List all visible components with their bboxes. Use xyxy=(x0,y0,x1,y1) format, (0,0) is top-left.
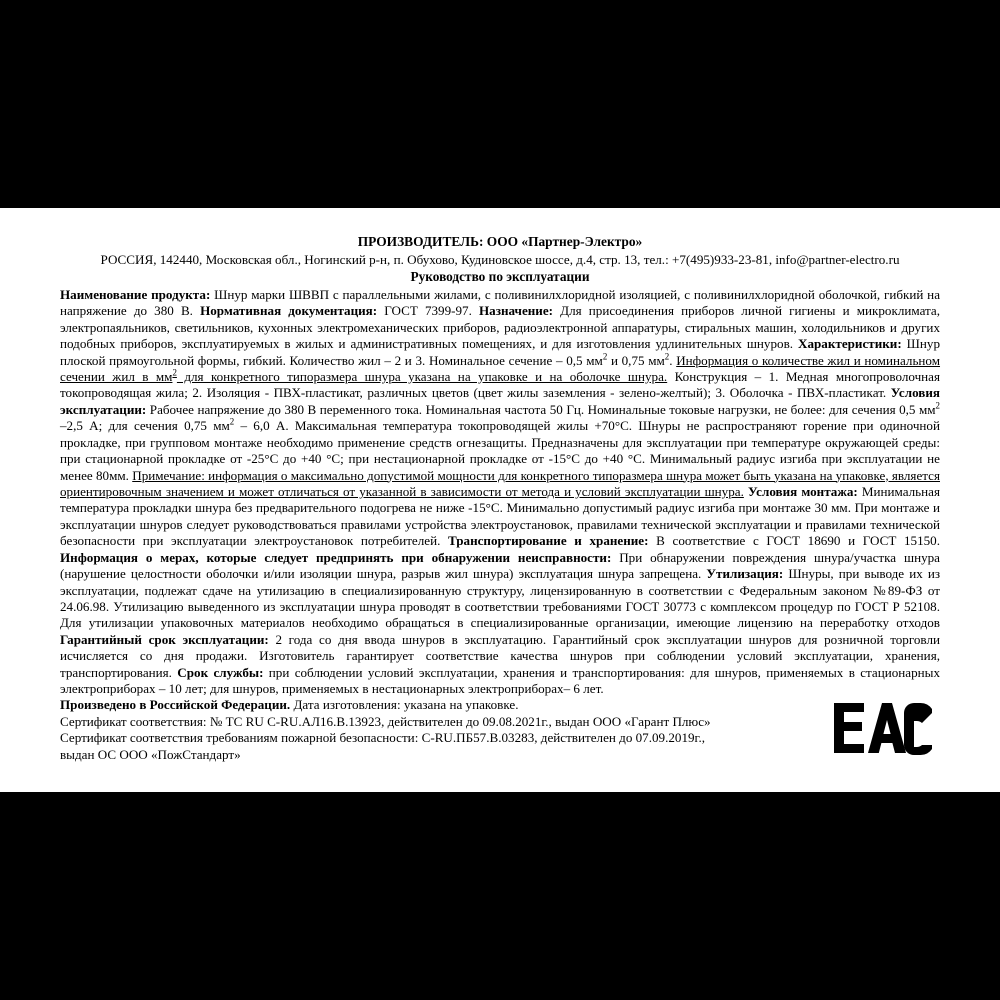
text-segment: Минимальная температура прокладки шнура без предварительного подогрева не ниже -15°С. Минимально допустимый радиус изгиба при монтаже 30 мм. При монтаже и эксплуатации шнуров следует руководствоваться правилами устройства электроустановок, правилами технической эксплуатации и правилами технической безопасности при эксплуатации электроустановок потребителей. xyxy=(60,483,940,549)
text-segment: 2 xyxy=(664,351,670,362)
footer-line-text: Дата изготовления: указана на упаковке. xyxy=(290,697,519,713)
document-body xyxy=(60,234,940,763)
footer-line-text: выдан ОС ООО «ПожСтандарт» xyxy=(60,746,241,762)
document-page xyxy=(0,208,1000,792)
footer-line xyxy=(60,714,940,730)
text-segment: При обнаружении повреждения шнура/участка шнура (нарушение целостности оболочки и/или изоляции шнура, разрыв жил шнура) эксплуатация шнура запрещена. xyxy=(60,549,940,582)
text-segment: . xyxy=(669,352,677,368)
footer-line xyxy=(60,747,940,763)
text-segment: Шнуры, при выводе их из эксплуатации, подлежат сдаче на утилизацию в специализированную структуру, лицензированную в соответствии с Федеральным законом №89-ФЗ от 24.06.98. Утилизацию выведенного из эксплуатации шнура проводят в соответствии требованиями ГОСТ 30773 с комплексом процедур по ГОСТ Р 52108. Для утилизации упаковочных материалов необходимо обращаться в специализированные организации, имеющие лицензию на переработку отходов xyxy=(60,566,941,631)
text-segment: –2,5 А; для сечения 0,75 мм xyxy=(60,418,230,434)
text-segment: Условия монтажа: xyxy=(747,483,858,499)
text-segment: Нормативная документация: xyxy=(200,303,378,319)
text-segment: при соблюдении условий эксплуатации, хранения и транспортирования: для шнуров, применяемых в стационарных электроприборах – 10 лет; для шнуров, применяемых в нестационарных электроприборах– 6 лет. xyxy=(60,664,940,697)
text-segment: Гарантийный срок эксплуатации: xyxy=(60,631,269,647)
footer-line-text: Сертификат соответствия: № ТС RU С-RU.АЛ16.В.13923, действителен до 09.08.2021г., выдан ООО «Гарант Плюс» xyxy=(60,713,711,729)
text-segment: Шнур марки ШВВП с параллельными жилами, с поливинилхлоридной изоляцией, с поливинилхлоридной оболочкой, гибкий на напряжение до 380 В. xyxy=(60,286,941,319)
footer-line-text: Сертификат соответствия требованиям пожарной безопасности: С-RU.ПБ57.В.03283, действителен до 07.09.2019г., xyxy=(60,730,706,746)
text-segment: ГОСТ 7399-97. xyxy=(377,303,479,319)
footer-line-bold: Произведено в Российской Федерации. xyxy=(60,697,291,713)
text-segment: 2 xyxy=(602,351,608,362)
text-segment: Рабочее напряжение до 380 В переменного тока. Номинальная частота 50 Гц. Номинальные токовые нагрузки, не более: для сечения 0,5 мм xyxy=(146,401,936,417)
text-segment: Назначение: xyxy=(479,303,554,319)
text-segment: Информация о мерах, которые следует предпринять при обнаружении неисправности: xyxy=(60,549,612,565)
product-description-text xyxy=(60,287,940,698)
text-segment: Конструкция – 1. Медная многопроволочная токопроводящая жила; 2. Изоляция - ПВХ-пластикат, различных цветов (цвет жилы заземления - зелено-желтый); 3. Оболочка - ПВХ-пластикат. xyxy=(60,369,941,401)
text-segment: Утилизация: xyxy=(706,566,784,582)
footer-line xyxy=(60,730,940,746)
text-segment: – 6,0 А. Максимальная температура токопроводящей жилы +70°С. Шнуры не распространяют горение при одиночной прокладке, при групповом монтаже необходимо применение средств огнезащиты. Предназначены для эксплуатации при температуре окружающей среды: при стационарной прокладке от -25°С до +40 °С; при нестационарной прокладке от -15°С до +40 °С. Минимальный радиус изгиба при эксплуатации не менее 80мм. xyxy=(60,418,940,483)
footer-line xyxy=(60,697,940,713)
text-segment: 2 xyxy=(172,367,177,378)
text-segment: Шнур плоской прямоугольной формы, гибкий. Количество жил – 2 и 3. Номинальное сечение – 0,5 мм xyxy=(60,336,940,368)
eac-conformity-mark xyxy=(832,701,934,757)
text-segment: Срок службы: xyxy=(177,664,264,680)
text-segment: 2 года со дня ввода шнуров в эксплуатацию. Гарантийный срок эксплуатации шнуров для розничной торговли исчисляется со дня продажи. Изготовитель гарантирует соответствие качества шнуров при соблюдении условий эксплуатации, хранения, транспортирования. xyxy=(60,631,940,680)
text-segment: 2 xyxy=(229,416,235,427)
text-segment: Характеристики: xyxy=(798,336,902,352)
text-segment: для конкретного типоразмера шнура указана на упаковке и на оболочке шнура. xyxy=(176,369,668,385)
text-segment: Наименование продукта: xyxy=(60,286,211,302)
text-segment: В соответствие с ГОСТ 18690 и ГОСТ 15150. xyxy=(648,533,940,549)
text-segment: Информация о количестве жил и номинальном сечении жил в мм xyxy=(60,352,941,385)
text-segment: и 0,75 мм xyxy=(607,352,665,368)
manufacturer-address: РОССИЯ, 142440, Московская обл., Ногинский р-н, п. Обухово, Кудиновское шоссе, д.4, стр. 13, тел.: +7(495)933-23-81, info@partner-electro.ru xyxy=(100,251,900,267)
text-segment: Для присоединения приборов личной гигиены и микроклимата, электропаяльников, светильников, кухонных электромеханических приборов, радиоэлектронной аппаратуры, стиральных машин, холодильников и других подобных приборов, эксплуатируемых в жилых и административных помещениях, и для изготовления удлинительных шнуров. xyxy=(60,303,941,352)
document-footer xyxy=(60,697,940,763)
manufacturer-line: ПРОИЗВОДИТЕЛЬ: ООО «Партнер-Электро» xyxy=(357,234,643,249)
manual-title: Руководство по эксплуатации xyxy=(410,269,590,285)
text-segment: 2 xyxy=(935,400,940,411)
text-segment: Условия эксплуатации: xyxy=(60,385,940,417)
text-segment: Примечание: информация о максимально допустимой мощности для конкретного типоразмера шнура может быть указана на упаковке, является ориентировочным значением и может отличаться от указанной в зависимости от метода и условий эксплуатации шнура. xyxy=(60,467,940,499)
text-segment: Транспортирование и хранение: xyxy=(448,533,649,549)
